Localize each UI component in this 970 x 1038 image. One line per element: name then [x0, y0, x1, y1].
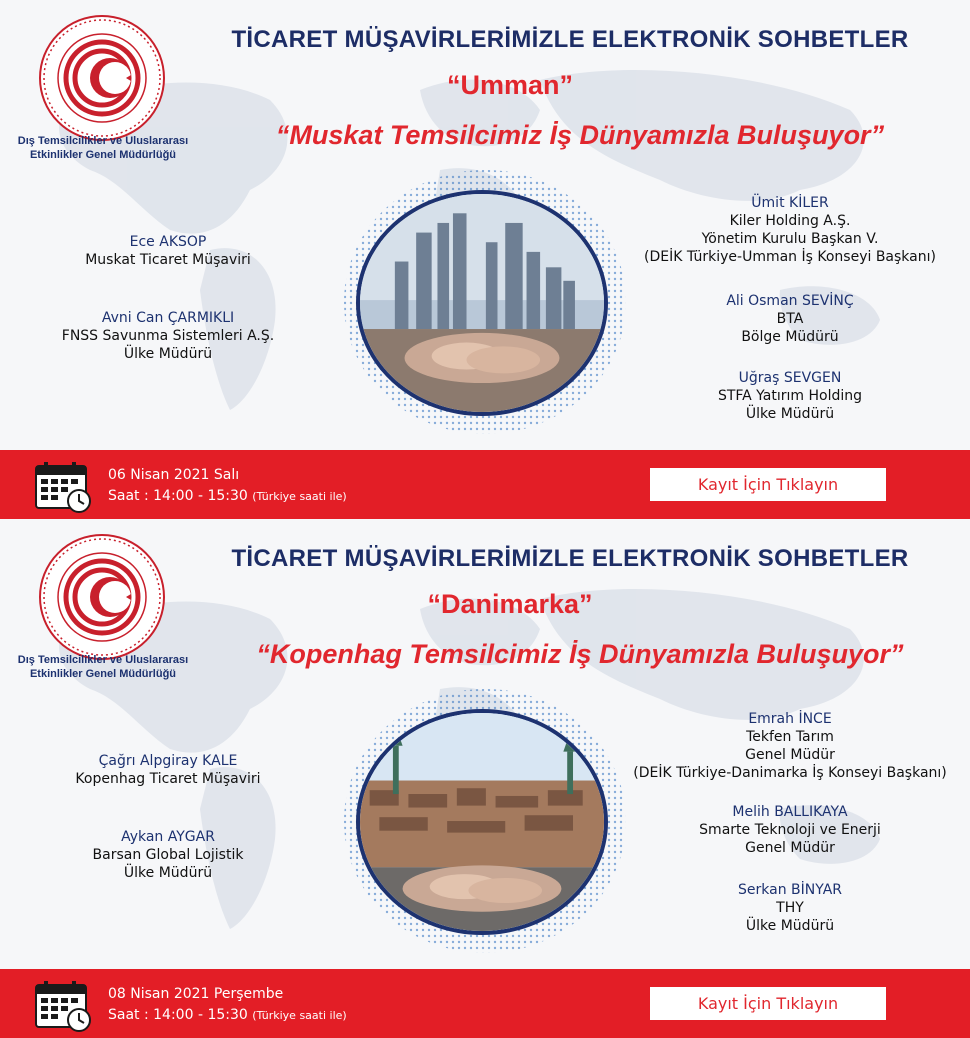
speaker-left-2: Avni Can ÇARMIKLI FNSS Savunma Sistemleri A.Ş. Ülke Müdürü	[61, 310, 275, 362]
event-info-bar	[0, 969, 970, 1038]
calendar-clock-icon	[34, 981, 94, 1033]
speaker-right-1: Ümit KİLER Kiler Holding A.Ş. Yönetim Kurulu Başkan V. (DEİK Türkiye-Umman İş Konseyi Başkanı)	[644, 195, 936, 265]
city-handshake-photo	[356, 709, 608, 935]
event-date: 08 Nisan 2021 Perşembe	[108, 986, 284, 1002]
event-date: 06 Nisan 2021 Salı	[108, 467, 240, 483]
calendar-clock-icon	[34, 462, 94, 514]
event-time: Saat : 14:00 - 15:30 (Türkiye saati ile)	[108, 1007, 347, 1023]
register-button[interactable]: Kayıt İçin Tıklayın	[650, 468, 886, 501]
ministry-seal-icon	[38, 533, 166, 661]
event-subtitle: “Kopenhag Temsilcimiz İş Dünyamızla Buluşuyor”	[256, 639, 904, 669]
speaker-right-3: Serkan BİNYAR THY Ülke Müdürü	[738, 882, 842, 934]
speaker-right-2: Melih BALLIKAYA Smarte Teknoloji ve Enerji Genel Müdür	[699, 804, 881, 856]
speaker-left-1: Ece AKSOP Muskat Ticaret Müşaviri	[85, 234, 251, 268]
ministry-seal-icon	[38, 14, 166, 142]
speaker-right-1: Emrah İNCE Tekfen Tarım Genel Müdür (DEİK Türkiye-Danimarka İş Konseyi Başkanı)	[633, 711, 947, 781]
country-title: “Danimarka”	[427, 589, 593, 619]
department-label: Dış Temsilcilikler ve Uluslararası Etkinlikler Genel Müdürlüğü	[17, 135, 189, 161]
event-subtitle: “Muskat Temsilcimiz İş Dünyamızla Buluşuyor”	[275, 120, 885, 150]
speaker-right-3: Uğraş SEVGEN STFA Yatırım Holding Ülke Müdürü	[717, 370, 863, 422]
register-button[interactable]: Kayıt İçin Tıklayın	[650, 987, 886, 1020]
main-title: TİCARET MÜŞAVİRLERİMİZLE ELEKTRONİK SOHBETLER	[231, 26, 909, 53]
event-time: Saat : 14:00 - 15:30 (Türkiye saati ile)	[108, 488, 347, 504]
event-banner-denmark	[0, 519, 970, 1038]
main-title: TİCARET MÜŞAVİRLERİMİZLE ELEKTRONİK SOHBETLER	[231, 545, 909, 572]
speaker-left-2: Aykan AYGAR Barsan Global Lojistik Ülke Müdürü	[92, 829, 244, 881]
country-title: “Umman”	[446, 70, 574, 100]
city-handshake-photo	[356, 190, 608, 416]
event-info-bar	[0, 450, 970, 519]
department-label: Dış Temsilcilikler ve Uluslararası Etkinlikler Genel Müdürlüğü	[17, 654, 189, 680]
speaker-left-1: Çağrı Alpgiray KALE Kopenhag Ticaret Müşaviri	[75, 753, 261, 787]
speaker-right-2: Ali Osman SEVİNÇ BTA Bölge Müdürü	[726, 293, 854, 345]
